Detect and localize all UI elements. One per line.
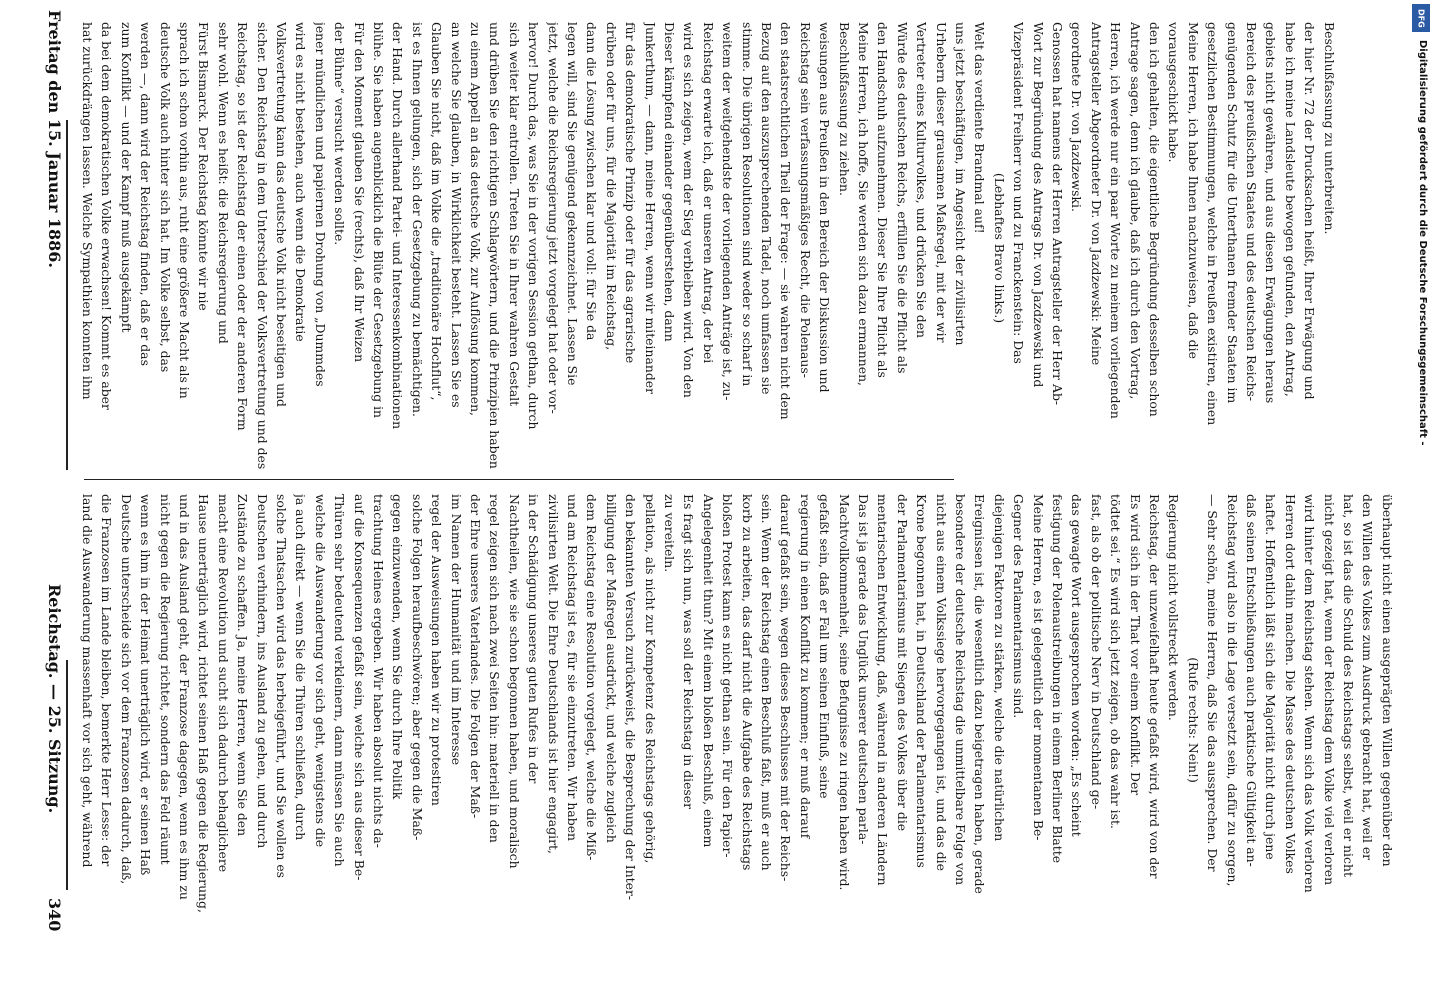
text-line: — Sehr schön, meine Herren, daß Sie das aussprechen. Der [1205, 494, 1221, 872]
text-line: (Rufe rechts: Nein!) [1185, 657, 1201, 783]
text-line: weitem der weitgehendste der vorliegenden Anträge ist, zu- [720, 22, 736, 401]
text-line: Beschlußfassung zu ziehen. [836, 22, 852, 196]
text-line: hervor! Durch das, was Sie in der vorigen Session gethan, durch [526, 22, 542, 430]
text-line: Meine Herren, ich hoffe, Sie werden sich dazu ermannen, [856, 22, 871, 386]
text-line: Herren dort dahin machen. Die Masse des deutschen Volkes [1282, 494, 1298, 874]
text-line: nicht gezeigt hat, wenn der Reichstag dem Volke viel verloren [1321, 494, 1337, 886]
text-line: trachtung Heines ergeben. Wir haben absolut nichts da- [371, 494, 386, 848]
text-line: genügenden Schutz für die Unterthanen fremder Staaten im [1224, 22, 1240, 404]
text-line: billigung der Maßregel ausdrückt, und welche zugleich [603, 494, 619, 843]
text-line: Regierung nicht vollstreckt werden. [1166, 494, 1182, 721]
text-line: ja auch direkt — wenn Sie die Thüren schließen, durch [293, 494, 309, 841]
text-line: Junkerthum, — dann, meine Herren, wenn wir miteinander [642, 22, 658, 395]
text-line: Meine Herren, ich habe Ihnen nachzuweisen, daß die [1185, 22, 1201, 359]
text-line: jetzt, welche die Reichsregierung jetzt vorgelegt hat oder vor- [545, 22, 561, 414]
text-line: und drüben Sie den richtigen Schlagwörtern, und die Prinzipien haben [487, 22, 503, 469]
text-line: diejenigen Faktoren zu stärken, welche die natürlichen [991, 494, 1007, 842]
text-line: sprach ich schon vorhin aus, ruht eine größere Macht als in [177, 22, 192, 399]
text-line: Vizepräsident Freiherr von und zu Franckenstein: Das [1011, 22, 1027, 364]
text-line: werden —, dann wird der Reichstag finden, daß er das [138, 22, 154, 366]
text-line: legen will, sind Sie genügend gekennzeichnet. Lassen Sie [565, 22, 580, 386]
text-line: (Lebhaftes Bravo links.) [991, 172, 1007, 324]
text-line: der Bühne“ versucht werden sollte. [332, 22, 348, 246]
text-line: Es wird sich in der That vor einem Konflikt. Der [1127, 494, 1143, 796]
text-line: den Handschuh aufzunehmen. Dieser Sie Ihre Pflicht als [875, 22, 891, 378]
text-line: Antrage sagen, denn ich glaube, daß ich durch den Vortrag, [1127, 22, 1143, 400]
text-line: Deutschen verhindern, ins Ausland zu gehen, und durch [254, 494, 270, 849]
text-line: Das ist ja gerade das Unglück unserer deutschen parla- [856, 494, 871, 845]
text-line: Bezug auf den auszusprechenden Tadel, noch umfassen sie [759, 22, 774, 395]
text-line: zivilisirten Welt. Die Ehre Deutschlands ist hier engagirt, [545, 494, 561, 854]
text-line: Volksvertretung kann das deutsche Volk nicht beseitigen und [274, 22, 289, 407]
text-line: Deutsche unterscheide sich vor dem Franzosen dadurch, daß, [118, 494, 134, 885]
text-line: korb zu arbeiten, das darf nicht die Aufgabe des Reichstags [739, 494, 755, 871]
text-line: wird es nicht bestehen, auch wenn die Demokratie [293, 22, 309, 342]
text-line: zu vereiteln. [662, 494, 677, 573]
text-line: Hause unerträglich wird, richtet seinen Haß gegen die Regierung, [196, 494, 212, 913]
text-line: den Willen des Volkes zum Ausdruck gebracht hat, weil er [1360, 494, 1376, 861]
text-line: da bei dem demokratischen Volke erwachsen! Kommt es aber [99, 22, 115, 410]
text-line: gegen einzuwenden, wenn Sie durch Ihre Politik [390, 494, 406, 800]
text-line: besondere der deutsche Reichstag die unmittelbare Folge von [953, 494, 968, 886]
text-line: Urhebern dieser grausamen Maßregel, mit der wir [933, 22, 949, 343]
text-line: solche Thatsachen wird das herbeigeführt, und Sie wollen es [274, 494, 289, 879]
text-line: zu einem Appell an das deutsche Volk, zur Auflösung kommen, [468, 22, 483, 416]
text-line: auf die Konsequenzen gefaßt sein, welche sich aus dieser Be- [351, 494, 367, 881]
text-line: Für den Moment glauben Sie (rechts), daß Ihr Weizen [351, 22, 367, 363]
text-line: sein. Wenn der Reichstag einen Beschluß faßt, muß er auch [759, 494, 774, 871]
text-line: gefaßt sein, daß er Fall um seinen Einfluß, seine [817, 494, 833, 799]
text-line: tödtet sei.“ Es wird sich jetzt zeigen, ob das wahr ist. [1108, 494, 1124, 829]
text-line: Fürst Bismarck. Der Reichstag könnte wir nie [196, 22, 212, 311]
text-line: Nachtheilen, wie sie schon begonnen haben, und moralisch [506, 494, 522, 869]
text-line: Thüren sehr bedeutend verkleinern, dann müssen Sie auch [332, 494, 348, 867]
text-line: Angelegenheit thun? Mit einem bloßen Beschluß, einem [700, 494, 716, 848]
text-line: Glauben Sie nicht, daß im Volke die „traditionäre Hochflut“, [429, 22, 445, 401]
text-line: deutsche Volk auch hinter sich hat. Im Volke selbst, das [157, 22, 173, 373]
text-line: Meine Herren, es ist gelegentlich der momentanen Be- [1030, 494, 1046, 841]
text-line: pellation, als nicht zur Kompetenz des Reichstags gehörig, [642, 494, 658, 864]
running-head-right: Freitag den 15. Januar 1886. [45, 10, 64, 268]
text-line: Vertreter eines Kulturvolkes, und drücken Sie den [914, 22, 930, 339]
text-line: die Franzosen im Lande bleiben, bemerkte Herr Lesse: der [99, 494, 115, 867]
text-line: Reichstag sein verfassungsmäßiges Recht, die Polenaus- [797, 22, 813, 378]
header-rule-upper [66, 120, 68, 470]
text-line: land die Auswanderung massenhaft vor sich geht, während [80, 494, 95, 868]
text-line: bloßen Protest kann es nicht gethan sein. Für den Papier- [720, 494, 736, 858]
text-line: Beschlußfassung zu unterbreiten. [1321, 22, 1337, 235]
text-line: hat zurückdrängen lassen. Welche Sympathien konnten ihm [80, 22, 95, 400]
text-line: Ereignissen ist, die wesentlich dazu beigetragen haben, gerade [972, 494, 988, 894]
column-divider [84, 479, 954, 480]
text-line: Reichstag wird also in die Lage versetzt sein, dafür zu sorgen, [1224, 494, 1240, 887]
text-line: in der Schädigung unseres guten Rufes in der [526, 494, 542, 784]
text-line: Genossen hat namens der Herren Antragsteller der Herr Ab- [1050, 22, 1065, 406]
text-line: regierung in einen Konflikt zu kommen; er muß darauf [797, 494, 813, 839]
text-line: Wort zur Begründung des Antrags Dr. von Jazdzewski und [1030, 22, 1046, 388]
text-line: nicht aus einem Volkssiege hervorgegangen ist, und das die [933, 494, 949, 871]
text-line: der Hand. Durch allerhand Partei- und Interessenkombinationen [390, 22, 406, 430]
text-line: Herren, ich werde nur ein paar Worte zu meinem vorliegenden [1108, 22, 1124, 419]
text-line: Würde des deutschen Reichs, erfüllen Sie die Pflicht als [894, 22, 910, 374]
text-line: das gewagte Wort ausgesprochen worden: „Es scheint [1069, 494, 1085, 837]
text-line: der Ehre unseres Vaterlandes. Die Folgen der Maß- [468, 494, 483, 819]
running-head-left: Reichstag. — 25. Sitzung. [45, 584, 64, 814]
text-line: regel zeigen sich nach zwei Seiten hin: materiell in den [487, 494, 503, 843]
text-line: im Namen der Humanität und im Interesse [448, 494, 464, 766]
text-line: der Parlamentarismus mit Siegen des Volkes über die [894, 494, 910, 832]
text-line: weisungen aus Preußen in den Bereich der Diskussion und [817, 22, 833, 393]
header-rule-lower [66, 660, 68, 890]
text-line: Reichstag erwarte ich, daß er unseren Antrag, der bei [700, 22, 716, 364]
text-line: gesetzlichen Bestimmungen, welche in Preußen existiren, einen [1205, 22, 1221, 426]
text-line: sehr wohl. Wenn es heißt: die Reichsregierung und [215, 22, 231, 344]
text-line: Machtvollkommenheit, seine Befugnisse zu ringen haben wird. [836, 494, 852, 891]
text-line: Bereich des preußischen Staates und des deutschen Reichs- [1244, 22, 1259, 402]
text-line: den ich gehalten, die eigentliche Begründung desselben schon [1147, 22, 1162, 417]
text-line: zum Konflikt — und der Kampf muß ausgekämpft [118, 22, 134, 333]
text-line: wird es sich zeigen, wem der Sieg verbleiben wird. Von den [681, 22, 697, 398]
text-line: habe ich meine Landsleute bewogen gefunden, den Antrag, [1282, 22, 1298, 397]
text-line: mentarischen Entwicklung, daß, während in anderen Ländern [875, 494, 891, 886]
text-line: solche Folgen heraufbeschwören; aber gegen die Maß- [409, 494, 425, 841]
text-line: und am Reichstag ist es, für sie einzutreten. Wir haben [565, 494, 580, 842]
text-line: hat, so ist das die Schuld des Reichstags selbst, weil er nicht [1341, 494, 1356, 877]
text-line: der hier Nr. 72 der Drucksachen heißt, Ihrer Erwägung und [1302, 22, 1318, 400]
text-line: nicht gegen die Regierung richtet, sondern das Feld räumt [157, 494, 173, 865]
text-line: sich weiter klar entrollen. Treten Sie in Ihrer wahren Gestalt [506, 22, 522, 407]
text-line: und in das Ausland geht, der Franzose dagegen, wenn es ihm zu [177, 494, 192, 900]
text-line: wenn es ihm in der Heimat unerträglich wird, er seinen Haß [138, 494, 154, 876]
text-line: haftet. Hoffentlich läßt sich die Majorität nicht durch jene [1263, 494, 1279, 860]
text-line: Es fragt sich nun, was soll der Reichstag in dieser [681, 494, 697, 810]
text-line: macht eine Revolution und sucht sich dadurch behaglichere [215, 494, 231, 873]
text-line: daß seinen Entschließungen auch praktische Gültigkeit an- [1244, 494, 1259, 867]
text-line: welche die Auswanderung vor sich geht, wenigstens die [312, 494, 328, 848]
text-line: dem Reichstag eine Resolution vorgelegt, welche die Miß- [584, 494, 600, 861]
text-line: sicher. Den Reichstag in dem Unterschied der Volksvertretung und des [254, 22, 270, 470]
text-line: Antragsteller Abgeordneter Dr. von Jazdzewski: Meine [1088, 22, 1104, 366]
dfg-logo: DFG [1412, 4, 1430, 32]
text-line: geordnete Dr. von Jazdzewski. [1069, 22, 1085, 212]
text-line: blühe. Sie haben augenblicklich die Blüte der Gesetzgebung in [371, 22, 386, 419]
text-line: gebiets nicht gewähren, und aus diesen Erwägungen heraus [1263, 22, 1279, 404]
text-line: vorausgeschickt habe. [1166, 22, 1182, 163]
text-line: dann die Lösung zwischen klar und voll: für Sie da [584, 22, 600, 341]
text-line: festigung der Polenaustreibungen in einem Berliner Blatte [1050, 494, 1065, 864]
text-line: für das demokratische Prinzip oder für das agrarische [623, 22, 639, 364]
text-line: stimme. Die übrigen Resolutionen sind weder so scharf in [739, 22, 755, 387]
digitization-note: Digitalisierung gefördert durch die Deutsche Forschungsgemeinschaft - [1417, 40, 1428, 446]
text-line: Reichstag, so ist der Reichstag der einen oder der anderen Form [235, 22, 251, 431]
text-line: uns jetzt beschäftigen, im Angesicht der zivilisirten [953, 22, 968, 346]
text-line: Reichstag, der unzweifelhaft heute gefaßt wird, wird von der [1147, 494, 1162, 879]
page-number: 340 [45, 898, 64, 932]
text-line: den bekannten Versuch zurückweist, die Besprechung der Inter- [623, 494, 639, 901]
text-line: den staatsrechtlichen Theil der Frage: — sie wahren nicht dem [778, 22, 794, 420]
text-line: ist es Ihnen gelungen, sich der Gesetzgebung zu bemächtigen. [409, 22, 425, 417]
text-line: Dieser kämpfend einander gegenüberstehen, dann [662, 22, 677, 342]
text-line: regel der Ausweisungen haben wir zu protestiren [429, 494, 445, 806]
text-line: darauf gefaßt sein, wegen dieses Beschlusses mit der Reichs- [778, 494, 794, 882]
text-line: Zustände zu schaffen. Ja, meine Herren, wenn Sie den [235, 494, 251, 837]
text-line: an welche Sie glauben, in Wirklichkeit besteht. Lassen Sie es [448, 22, 464, 408]
text-line: wird hinter dem Reichstag stehen. Wenn sich das Volk verloren [1302, 494, 1318, 893]
text-line: Krone begonnen hat, in Deutschland der Parlamentarismus [914, 494, 930, 868]
text-line: drüben oder für uns, für die Majorität im Reichstag, [603, 22, 619, 351]
text-line: Welt das verdiente Brandmal auf! [972, 22, 988, 234]
text-line: überhaupt nicht einen ausgeprägten Willen gegenüber den [1379, 494, 1395, 867]
text-line: Gegner des Parlamentarismus sind. [1011, 494, 1027, 719]
text-line: jener mündlichen und papiernen Drohung von „Dummdes [312, 22, 328, 387]
text-line: fast, als ob der politische Nerv in Deutschland ge- [1088, 494, 1104, 810]
